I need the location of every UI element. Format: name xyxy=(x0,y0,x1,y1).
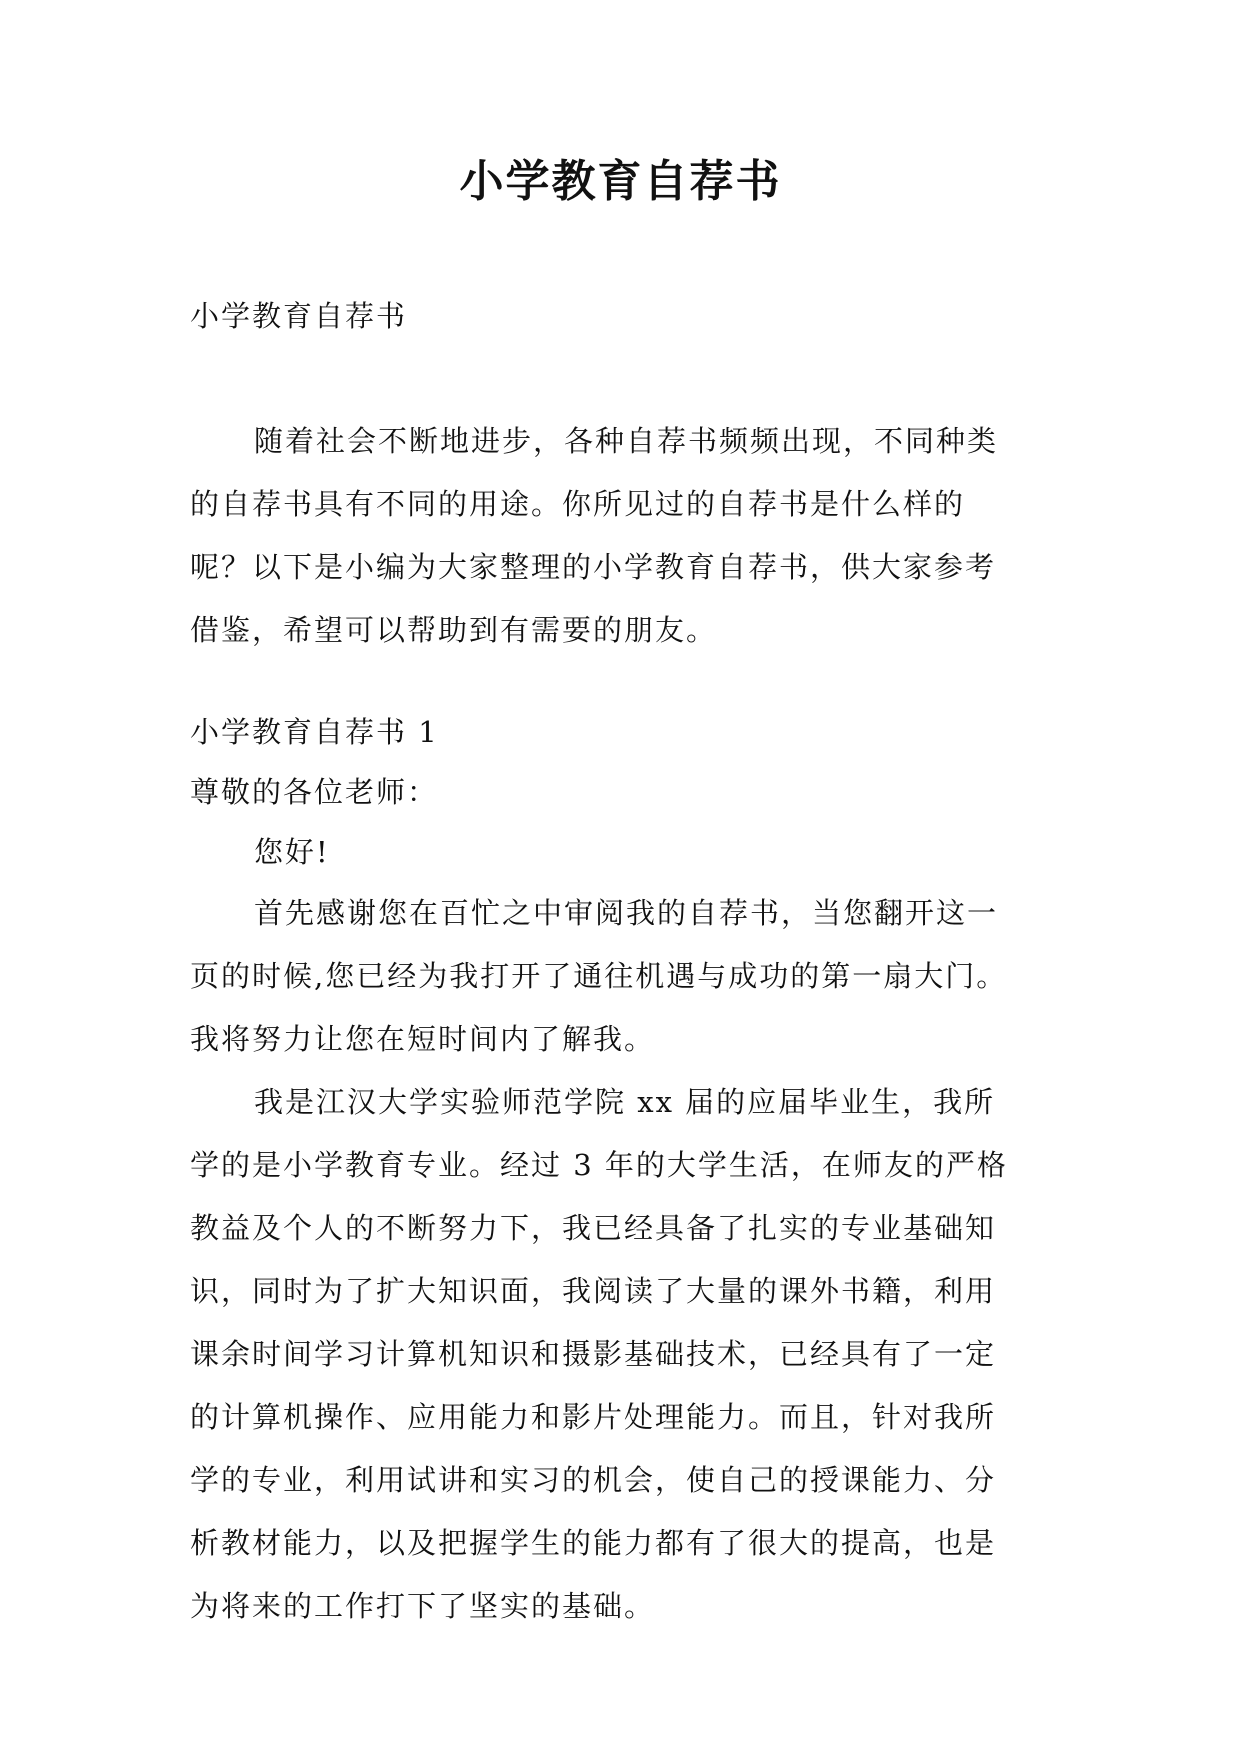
letter-paragraph-2 xyxy=(190,1071,1052,1638)
intro-line: 借鉴，希望可以帮助到有需要的朋友。 xyxy=(190,613,718,647)
letter-salutation: 尊敬的各位老师： xyxy=(190,775,439,809)
paragraph-line: 为将来的工作打下了坚实的基础。 xyxy=(190,1589,656,1623)
paragraph-line: 识，同时为了扩大知识面，我阅读了大量的课外书籍，利用 xyxy=(190,1274,997,1308)
letter-section xyxy=(190,702,1052,1638)
paragraph-line: 的计算机操作、应用能力和影片处理能力。而且，针对我所 xyxy=(190,1400,997,1434)
paragraph-line: 我将努力让您在短时间内了解我。 xyxy=(190,1022,656,1056)
letter-greeting: 您好! xyxy=(254,835,330,869)
paragraph-line: 我是江汉大学实验师范学院 xx 届的应届毕业生，我所 xyxy=(254,1085,996,1119)
paragraph-line: 学的是小学教育专业。经过 3 年的大学生活，在师友的严格 xyxy=(190,1148,1008,1182)
paragraph-line: 析教材能力，以及把握学生的能力都有了很大的提高，也是 xyxy=(190,1526,997,1560)
letter-paragraph-1 xyxy=(190,882,1052,1071)
intro-line: 随着社会不断地进步，各种自荐书频频出现，不同种类 xyxy=(254,424,999,458)
intro-paragraph xyxy=(190,410,1052,662)
intro-line: 呢？以下是小编为大家整理的小学教育自荐书，供大家参考 xyxy=(190,550,997,584)
paragraph-line: 课余时间学习计算机知识和摄影基础技术，已经具有了一定 xyxy=(190,1337,997,1371)
intro-line: 的自荐书具有不同的用途。你所见过的自荐书是什么样的 xyxy=(190,487,966,521)
letter-heading: 小学教育自荐书 1 xyxy=(190,715,439,749)
document-title: 小学教育自荐书 xyxy=(459,156,782,207)
paragraph-line: 学的专业，利用试讲和实习的机会，使自己的授课能力、分 xyxy=(190,1463,997,1497)
paragraph-line: 页的时候,您已经为我打开了通往机遇与成功的第一扇大门。 xyxy=(190,959,1008,993)
paragraph-line: 教益及个人的不断努力下，我已经具备了扎实的专业基础知 xyxy=(190,1211,997,1245)
document-subtitle: 小学教育自荐书 xyxy=(190,299,408,333)
paragraph-line: 首先感谢您在百忙之中审阅我的自荐书，当您翻开这一 xyxy=(254,896,999,930)
